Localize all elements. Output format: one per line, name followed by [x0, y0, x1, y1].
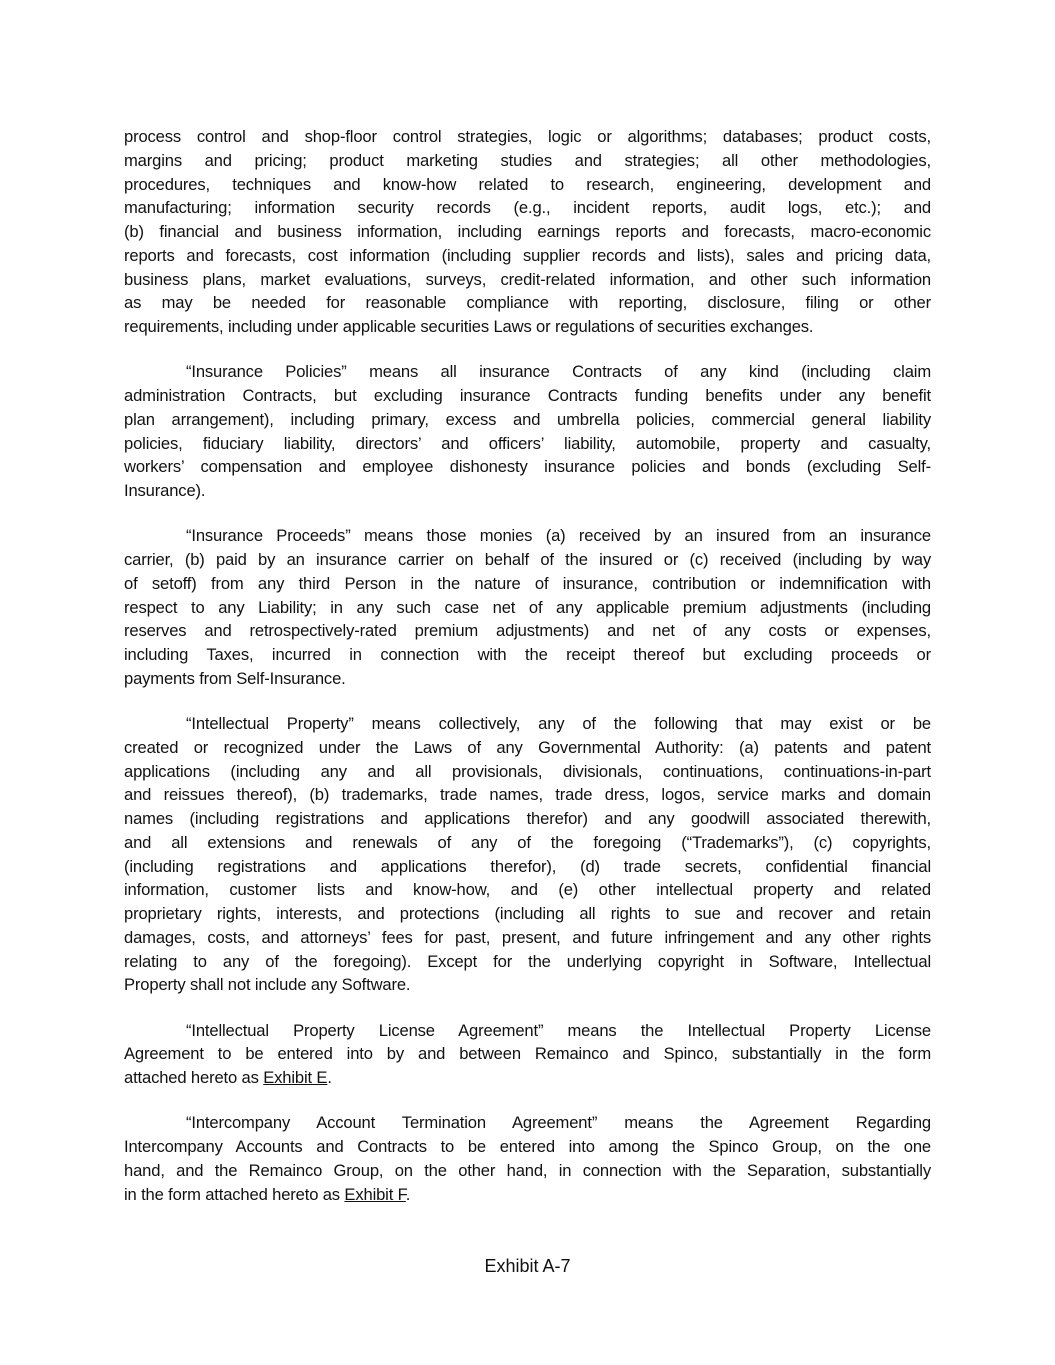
paragraph [124, 360, 931, 503]
exhibit-reference-link[interactable]: Exhibit E [263, 1068, 328, 1087]
text-line: “Intercompany Account Termination Agreement” means the Agreement Regarding [186, 1113, 931, 1133]
paragraph [124, 1019, 931, 1090]
exhibit-reference-link[interactable]: Exhibit F [344, 1184, 406, 1204]
text-line: as may be needed for reasonable compliance with reporting, disclosure, filing or other [124, 293, 931, 313]
text-line: manufacturing; information security records (e.g., incident reports, audit logs, etc.); and [124, 198, 931, 218]
text-line: “Insurance Proceeds” means those monies (a) received by an insured from an insurance [186, 526, 931, 546]
text-line [124, 1066, 931, 1090]
text-line: hand, and the Remainco Group, on the other hand, in connection with the Separation, substantially [124, 1160, 931, 1180]
paragraph [124, 524, 931, 690]
text-line: and all extensions and renewals of any of the foregoing (“Trademarks”), (c) copyrights, [124, 832, 931, 852]
text-line: Intercompany Accounts and Contracts to be entered into among the Spinco Group, on the one [124, 1137, 931, 1156]
text-line: (b) financial and business information, including earnings reports and forecasts, macro-economic [124, 222, 931, 241]
text-line: of setoff) from any third Person in the nature of insurance, contribution or indemnification with [124, 573, 931, 593]
text-line: names (including registrations and applications therefor) and any goodwill associated therewith, [124, 809, 931, 828]
paragraph [124, 1111, 931, 1206]
paragraph [124, 125, 931, 339]
text-line: Agreement to be entered into by and between Remainco and Spinco, substantially in the form [124, 1044, 931, 1064]
text-line: reserves and retrospectively-rated premium adjustments) and net of any costs or expenses, [124, 621, 931, 641]
text-line: created or recognized under the Laws of any Governmental Authority: (a) patents and patent [124, 737, 931, 757]
paragraph [124, 712, 931, 997]
text-line: policies, fiduciary liability, directors’ and officers’ liability, automobile, property and casualty, [124, 433, 931, 453]
text-segment: . [405, 1184, 411, 1204]
text-line: carrier, (b) paid by an insurance carrier on behalf of the insured or (c) received (including by way [124, 550, 931, 569]
text-line: business plans, market evaluations, surveys, credit-related information, and other such information [124, 269, 931, 289]
text-line: (including registrations and applications therefor), (d) trade secrets, confidential financial [124, 856, 931, 876]
text-line: requirements, including under applicable securities Laws or regulations of securities exchanges. [124, 317, 814, 336]
text-line: information, customer lists and know-how, and (e) other intellectual property and related [124, 880, 931, 900]
text-line: Property shall not include any Software. [124, 975, 411, 995]
text-line: applications (including any and all provisionals, divisionals, continuations, continuations-in-part [124, 761, 931, 781]
text-line: procedures, techniques and know-how related to research, engineering, development and [124, 174, 931, 194]
text-segment: attached hereto as [124, 1068, 264, 1087]
text-line: “Intellectual Property License Agreement” means the Intellectual Property License [186, 1020, 931, 1040]
text-line: workers’ compensation and employee dishonesty insurance policies and bonds (excluding Self- [124, 457, 931, 477]
document-body [124, 125, 931, 1228]
text-line: including Taxes, incurred in connection with the receipt thereof but excluding proceeds or [124, 645, 931, 664]
text-line: process control and shop-floor control strategies, logic or algorithms; databases; product costs, [124, 127, 931, 146]
page-footer: Exhibit A-7 [484, 1256, 571, 1276]
text-line: reports and forecasts, cost information (including supplier records and lists), sales and pricing data, [124, 245, 931, 265]
text-line: Insurance). [124, 481, 206, 500]
text-line: payments from Self-Insurance. [124, 668, 346, 688]
text-line: proprietary rights, interests, and protections (including all rights to sue and recover and retain [124, 904, 931, 923]
text-line: “Intellectual Property” means collectively, any of the following that may exist or be [186, 714, 931, 733]
text-segment: . [327, 1068, 332, 1087]
text-line: respect to any Liability; in any such case net of any applicable premium adjustments (including [124, 597, 931, 617]
text-line: plan arrangement), including primary, excess and umbrella policies, commercial general liability [124, 409, 931, 429]
text-line: “Insurance Policies” means all insurance Contracts of any kind (including claim [186, 362, 931, 382]
text-line [124, 1183, 931, 1207]
text-line: and reissues thereof), (b) trademarks, trade names, trade dress, logos, service marks and domain [124, 785, 931, 805]
text-line: damages, costs, and attorneys’ fees for past, present, and future infringement and any other rights [124, 927, 931, 947]
text-segment: in the form attached hereto as [124, 1184, 345, 1204]
text-line: administration Contracts, but excluding insurance Contracts funding benefits under any benefit [124, 386, 931, 405]
text-line: margins and pricing; product marketing studies and strategies; all other methodologies, [124, 150, 931, 170]
text-line: relating to any of the foregoing). Except for the underlying copyright in Software, Intellectual [124, 951, 931, 971]
